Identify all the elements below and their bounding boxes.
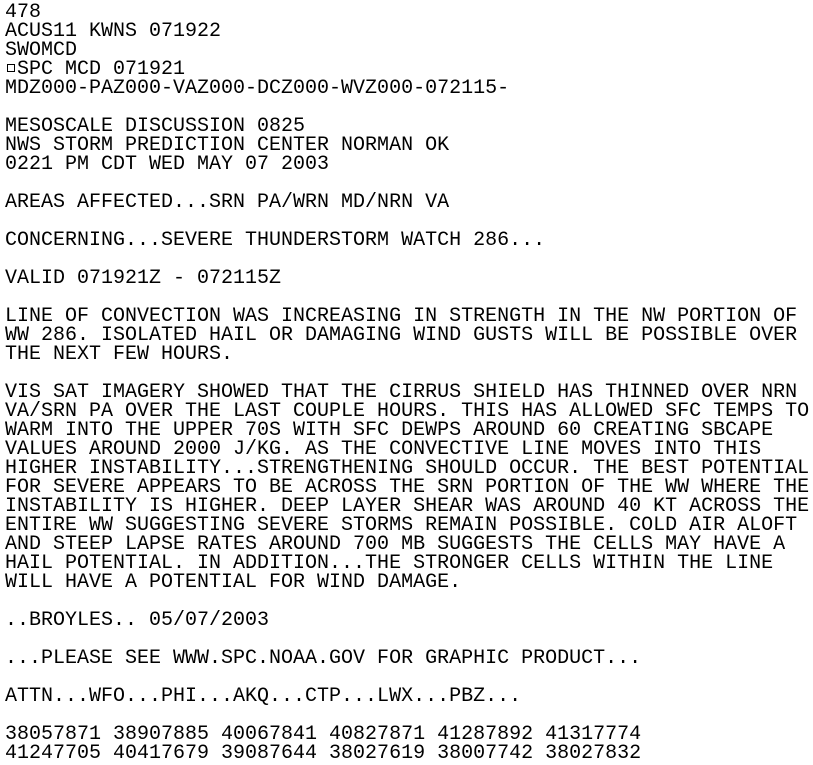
summary-line: WW 286. ISOLATED HAIL OR DAMAGING WIND GUSTS WILL BE POSSIBLE OVER: [5, 324, 798, 347]
discussion-line: AND STEEP LAPSE RATES AROUND 700 MB SUGGESTS THE CELLS MAY HAVE A: [5, 533, 786, 556]
discussion-line: WILL HAVE A POTENTIAL FOR WIND DAMAGE.: [5, 571, 462, 594]
discussion-line: VALUES AROUND 2000 J/KG. AS THE CONVECTIVE LINE MOVES INTO THIS: [5, 438, 762, 461]
discussion-line: WARM INTO THE UPPER 70S WITH SFC DEWPS AROUND 60 CREATING SBCAPE: [5, 419, 774, 442]
discussion-line: ENTIRE WW SUGGESTING SEVERE STORMS REMAIN POSSIBLE. COLD AIR ALOFT: [5, 514, 798, 537]
ugc-zone-line: MDZ000-PAZ000-VAZ000-DCZ000-WVZ000-072115-: [5, 77, 510, 100]
discussion-title: MESOSCALE DISCUSSION 0825: [5, 115, 306, 138]
areas-affected: AREAS AFFECTED...SRN PA/WRN MD/NRN VA: [5, 191, 450, 214]
attention-offices: ATTN...WFO...PHI...AKQ...CTP...LWX...PBZ...: [5, 685, 522, 708]
discussion-line: HIGHER INSTABILITY...STRENGTHENING SHOULD OCCUR. THE BEST POTENTIAL: [5, 457, 810, 480]
discussion-line: HAIL POTENTIAL. IN ADDITION...THE STRONGER CELLS WITHIN THE LINE: [5, 552, 774, 575]
valid-time: VALID 071921Z - 072115Z: [5, 267, 282, 290]
sequence-number: 478: [5, 1, 42, 24]
discussion-line: VA/SRN PA OVER THE LAST COUPLE HOURS. THIS HAS ALLOWED SFC TEMPS TO: [5, 400, 810, 423]
graphic-product-note: ...PLEASE SEE WWW.SPC.NOAA.GOV FOR GRAPHIC PRODUCT...: [5, 647, 642, 670]
summary-line: LINE OF CONVECTION WAS INCREASING IN STRENGTH IN THE NW PORTION OF: [5, 305, 798, 328]
awips-header: ACUS11 KWNS 071922: [5, 20, 222, 43]
issuing-office: NWS STORM PREDICTION CENTER NORMAN OK: [5, 134, 450, 157]
discussion-line: VIS SAT IMAGERY SHOWED THAT THE CIRRUS SHIELD HAS THINNED OVER NRN: [5, 381, 798, 404]
product-code: SWOMCD: [5, 39, 78, 62]
issue-time: 0221 PM CDT WED MAY 07 2003: [5, 153, 330, 176]
spc-product-id: SPC MCD 071921: [17, 58, 186, 81]
forecaster-signature: ..BROYLES.. 05/07/2003: [5, 609, 270, 632]
control-char-box-icon: [7, 64, 15, 72]
discussion-text-document: [5, 3, 809, 763]
discussion-line: FOR SEVERE APPEARS TO BE ACROSS THE SRN PORTION OF THE WW WHERE THE: [5, 476, 810, 499]
concerning-line: CONCERNING...SEVERE THUNDERSTORM WATCH 286...: [5, 229, 546, 252]
coordinates-line: 38057871 38907885 40067841 40827871 41287892 41317774: [5, 723, 642, 746]
coordinates-line: 41247705 40417679 39087644 38027619 38007742 38027832: [5, 742, 642, 765]
discussion-line: INSTABILITY IS HIGHER. DEEP LAYER SHEAR WAS AROUND 40 KT ACROSS THE: [5, 495, 810, 518]
summary-line: THE NEXT FEW HOURS.: [5, 343, 234, 366]
